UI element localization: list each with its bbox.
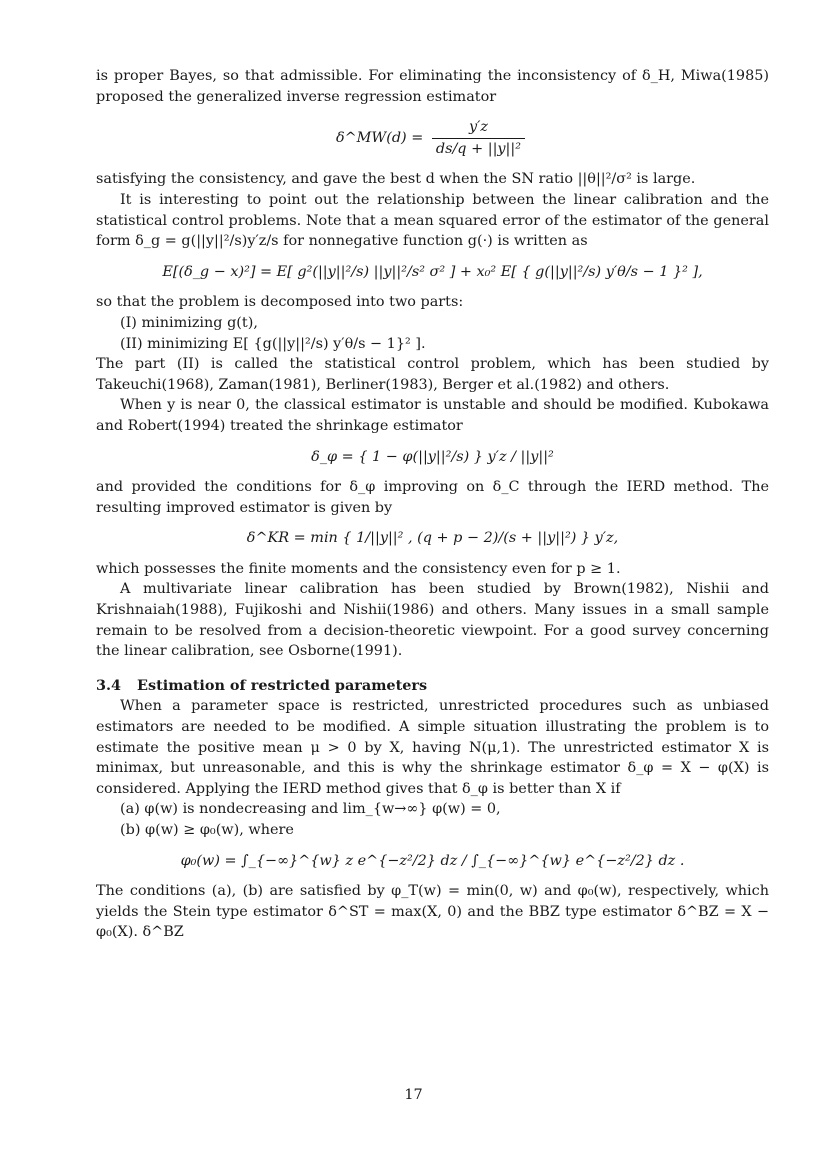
fraction-numerator: y′z bbox=[432, 117, 525, 139]
list-item: (II) minimizing E[ {g(||y||²/s) y′θ/s − 1}² ]. bbox=[120, 335, 426, 352]
section-title: Estimation of restricted parameters bbox=[137, 676, 428, 694]
section-heading bbox=[96, 676, 769, 697]
paragraph: so that the problem is decomposed into two parts: bbox=[96, 294, 464, 311]
equation-phi0: φ₀(w) = ∫_{−∞}^{w} z e^{−z²/2} dz / ∫_{−∞}^{w} e^{−z²/2} dz . bbox=[180, 852, 685, 869]
paragraph: When y is near 0, the classical estimator is unstable and should be modified. Kubokawa and Robert(1994) treated the shrinkage estimator bbox=[96, 397, 769, 434]
equation-shrinkage: δ_φ = { 1 − φ(||y||²/s) } y′z / ||y||² bbox=[311, 448, 554, 465]
equation-fraction bbox=[432, 117, 525, 159]
list-item: (b) φ(w) ≥ φ₀(w), where bbox=[120, 822, 294, 838]
page-body bbox=[96, 66, 769, 943]
equation-lhs: δ^MW(d) = bbox=[335, 130, 424, 147]
paragraph: is proper Bayes, so that admissible. For eliminating the inconsistency of δ_H, Miwa(1985) proposed the generalized inverse regression estimator bbox=[96, 68, 769, 105]
fraction-denominator: ds/q + ||y||² bbox=[435, 140, 522, 157]
paragraph: which possesses the finite moments and the consistency even for p ≥ 1. bbox=[96, 560, 621, 577]
paragraph: The conditions (a), (b) are satisfied by φ_T(w) = min(0, w) and φ₀(w), respectively, which yields the Stein type estimator δ^ST = max(X, 0) and the BBZ type estimator δ^BZ = X − φ₀(X). δ^BZ bbox=[96, 883, 769, 941]
paragraph: and provided the conditions for δ_φ improving on δ_C through the IERD method. The resulting improved estimator is given by bbox=[96, 479, 769, 516]
section-number: 3.4 bbox=[96, 676, 122, 694]
equation-kr: δ^KR = min { 1/||y||² , (q + p − 2)/(s + ||y||²) } y′z, bbox=[246, 530, 619, 547]
equation-miwa bbox=[96, 117, 769, 159]
list-item: (a) φ(w) is nondecreasing and lim_{w→∞} φ(w) = 0, bbox=[120, 801, 501, 818]
paragraph: The part (II) is called the statistical control problem, which has been studied by Takeuchi(1968), Zaman(1981), Berliner(1983), Berger et al.(1982) and others. bbox=[96, 356, 769, 393]
paragraph: It is interesting to point out the relationship between the linear calibration and the statistical control problems. Note that a mean squared error of the estimator of the general form δ_g = g(||y||²/s)y′z/s for nonnegative function g(·) is written as bbox=[96, 191, 769, 250]
paragraph: A multivariate linear calibration has been studied by Brown(1982), Nishii and Krishnaiah(1988), Fujikoshi and Nishii(1986) and others. Many issues in a small sample remain to be resolved from a decision-theoretic viewpoint. For a good survey concerning the linear calibration, see Osborne(1991). bbox=[96, 581, 769, 660]
equation-mse: E[(δ_g − x)²] = E[ g²(||y||²/s) ||y||²/s² σ² ] + x₀² E[ { g(||y||²/s) y′θ/s − 1 }² ], bbox=[162, 263, 703, 280]
page-number: 17 bbox=[404, 1087, 423, 1103]
paragraph: When a parameter space is restricted, unrestricted procedures such as unbiased estimators are needed to be modified. A simple situation illustrating the problem is to estimate the positive mean μ > 0 by X, having N(μ,1). The unrestricted estimator X is minimax, but unreasonable, and this is why the shrinkage estimator δ_φ = X − φ(X) is considered. Applying the IERD method gives that δ_φ is better than X if bbox=[96, 698, 769, 797]
paragraph: satisfying the consistency, and gave the best d when the SN ratio ||θ||²/σ² is large. bbox=[96, 171, 696, 188]
list-item: (I) minimizing g(t), bbox=[120, 314, 258, 331]
